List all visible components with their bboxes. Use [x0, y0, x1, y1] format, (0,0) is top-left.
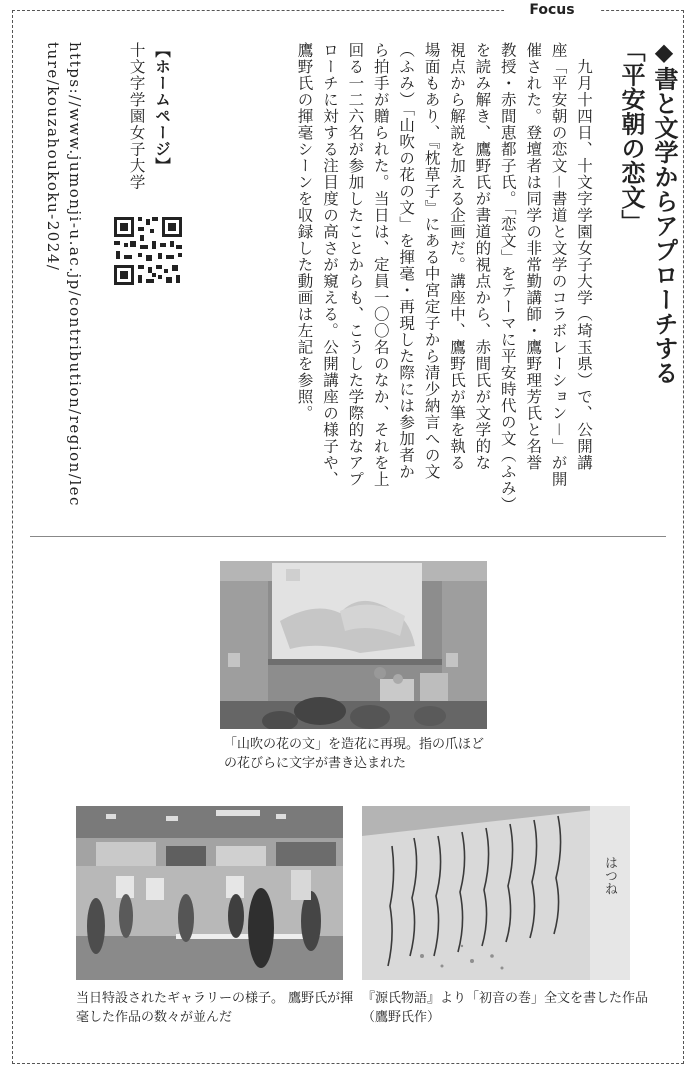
body-line: 鷹野氏の揮毫シーンを収録した動画は左記を参照。 — [295, 42, 314, 422]
photo3-caption: 『源氏物語』より「初音の巻」全文を書した作品 （鷹野氏作） — [362, 991, 649, 1025]
homepage-label: 【ホームページ】 — [153, 42, 171, 174]
homepage-url-link[interactable]: https://www.jumonji-u.ac.jp/contribution/region/lecture/kouzahoukoku-2024/ — [44, 42, 84, 507]
photo2-caption: 当日特設されたギャラリーの様子。 鷹野氏が揮毫した作品の数々が並んだ — [76, 991, 354, 1025]
photo1-caption: 「山吹の花の文」を造花に再現。指の爪ほど の花びらに文字が書き込まれた — [224, 737, 485, 771]
body-line: ローチに対する注目度の高さが窺える。公開講座の様子や、 — [320, 42, 339, 488]
homepage-org: 十文字学園女子大学 — [127, 42, 146, 191]
body-line: を読み解き、鷹野氏が書道的視点から、赤間氏が文学的な — [473, 42, 492, 471]
body-line: 回る一二六名が参加したことからも、こうした学際的なアプ — [346, 42, 365, 488]
body-line: 催された。登壇者は同学の非常勤講師・鷹野理芳氏と名誉 — [524, 42, 543, 471]
calligraphy-photo — [362, 806, 630, 980]
body-line: 教授・赤間恵都子氏。「恋文」をテーマに平安時代の文（ふみ） — [498, 42, 517, 513]
section-tag: Focus — [504, 2, 600, 18]
body-line: 視点から解説を加える企画だ。講座中、鷹野氏が筆を執る — [447, 42, 466, 471]
body-line: （ふみ）「山吹の花の文」を揮毫・再現した際には参加者か — [397, 42, 416, 480]
body-line: 九月十四日、十文字学園女子大学（埼玉県）で、公開講 — [575, 42, 593, 471]
body-line: ら拍手が贈られた。当日は、定員一〇〇名のなか、それを上 — [371, 42, 390, 488]
article-body — [291, 42, 596, 520]
article-title — [614, 38, 680, 385]
title-line-1: ◆書と文学からアプローチする — [650, 38, 678, 385]
section-divider — [30, 536, 666, 537]
body-line: 座「平安朝の恋文－書道と文学のコラボレーション－」が開 — [549, 42, 568, 488]
title-line-2: 「平安朝の恋文」 — [617, 38, 645, 234]
calligraphy-title-text: はつね — [602, 856, 617, 895]
qr-code[interactable] — [112, 215, 184, 287]
lecture-hall-photo — [220, 561, 487, 729]
gallery-photo — [76, 806, 343, 980]
body-line: 場面もあり、『枕草子』にある中宮定子から清少納言への文 — [422, 42, 441, 480]
